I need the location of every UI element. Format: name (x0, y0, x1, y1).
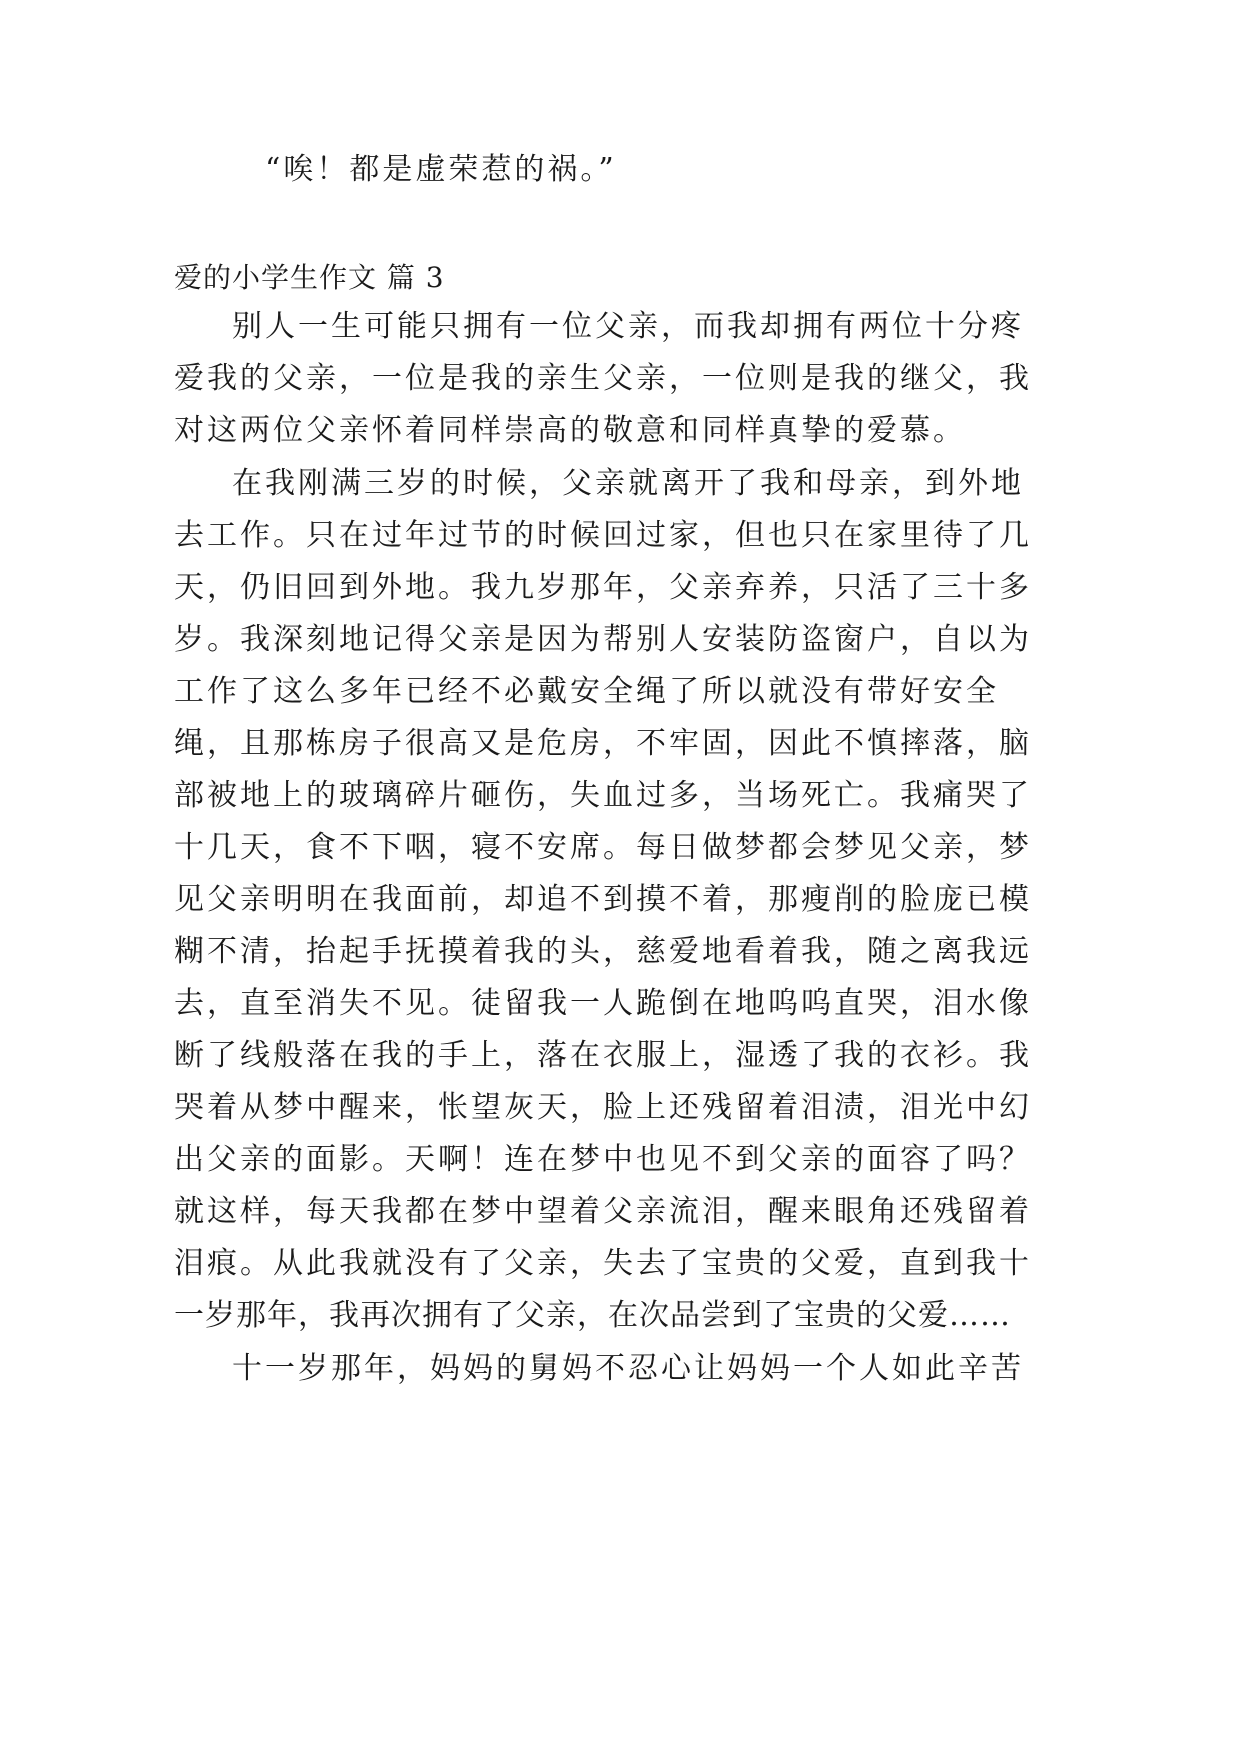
paragraph-line: 部被地上的玻璃碎片砸伤，失血过多，当场死亡。我痛哭了 (174, 778, 1032, 813)
paragraph-line: 断了线般落在我的手上，落在衣服上，湿透了我的衣衫。我 (174, 1038, 1032, 1073)
paragraph-line: 岁。我深刻地记得父亲是因为帮别人安装防盗窗户，自以为 (174, 622, 1032, 657)
paragraph-line: 去工作。只在过年过节的时候回过家，但也只在家里待了几 (174, 518, 1032, 553)
quote-line: “唉！都是虚荣惹的祸。” (265, 152, 617, 187)
paragraph-line: 去，直至消失不见。徒留我一人跪倒在地呜呜直哭，泪水像 (174, 986, 1032, 1021)
paragraph-line: 哭着从梦中醒来，怅望灰天，脸上还残留着泪渍，泪光中幻 (174, 1090, 1032, 1125)
paragraph-line: 别人一生可能只拥有一位父亲，而我却拥有两位十分疼 (232, 309, 1024, 344)
paragraph-line: 在我刚满三岁的时候，父亲就离开了我和母亲，到外地 (232, 466, 1024, 501)
paragraph-line: 对这两位父亲怀着同样崇高的敬意和同样真挚的爱慕。 (174, 413, 966, 448)
paragraph-line: 出父亲的面影。天啊！连在梦中也见不到父亲的面容了吗？ (174, 1142, 1032, 1177)
paragraph-line: 泪痕。从此我就没有了父亲，失去了宝贵的父爱，直到我十 (174, 1246, 1032, 1281)
section-title: 爱的小学生作文 篇 3 (174, 261, 445, 294)
paragraph-line: 爱我的父亲，一位是我的亲生父亲，一位则是我的继父，我 (174, 361, 1032, 396)
paragraph-line: 十一岁那年，妈妈的舅妈不忍心让妈妈一个人如此辛苦 (232, 1351, 1024, 1386)
paragraph-line: 绳，且那栋房子很高又是危房，不牢固，因此不慎摔落，脑 (174, 726, 1032, 761)
paragraph-line: 十几天，食不下咽，寝不安席。每日做梦都会梦见父亲，梦 (174, 830, 1032, 865)
paragraph-line: 天，仍旧回到外地。我九岁那年，父亲弃养，只活了三十多 (174, 570, 1032, 605)
paragraph-line: 就这样，每天我都在梦中望着父亲流泪，醒来眼角还残留着 (174, 1194, 1032, 1229)
paragraph-line: 工作了这么多年已经不必戴安全绳了所以就没有带好安全 (174, 674, 999, 709)
paragraph-line: 见父亲明明在我面前，却追不到摸不着，那瘦削的脸庞已模 (174, 882, 1032, 917)
paragraph-line: 一岁那年，我再次拥有了父亲，在次品尝到了宝贵的父爱…… (174, 1298, 1011, 1333)
paragraph-line: 糊不清，抬起手抚摸着我的头，慈爱地看着我，随之离我远 (174, 934, 1032, 969)
